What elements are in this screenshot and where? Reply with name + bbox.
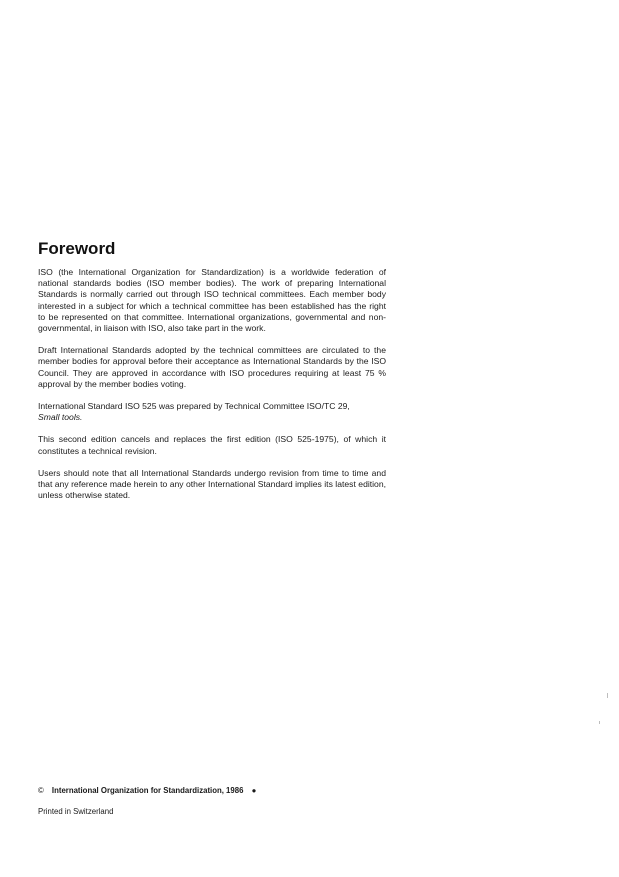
paragraph-revision-note: Users should note that all International Standards undergo revision from time to time and that any reference made herein to any other International Standard implies its latest edition, unless otherwise stated. [38, 467, 386, 501]
page-title: Foreword [38, 239, 116, 258]
paragraph-edition-note: This second edition cancels and replaces the first edition (ISO 525-1975), of which it constitutes a technical revision. [38, 434, 386, 456]
printed-location: Printed in Switzerland [38, 807, 114, 816]
scan-speck [607, 693, 608, 698]
copyright-text: International Organization for Standardization, 1986 [51, 786, 244, 795]
copyright-line [38, 786, 256, 795]
paragraph-draft-standards: Draft International Standards adopted by the technical committees are circulated to the member bodies for approval before their acceptance as International Standards by the ISO Council. They are approved in accordance with ISO procedures requiring at least 75 % approval by the member bodies voting. [38, 345, 386, 389]
committee-title: Small tools. [38, 412, 83, 423]
paragraph-prepared-by [38, 401, 386, 423]
bullet-icon: ● [251, 786, 257, 795]
copyright-symbol: © [38, 786, 44, 795]
prepared-by-text: International Standard ISO 525 was prepared by Technical Committee ISO/TC 29, [38, 401, 350, 412]
foreword-body [38, 267, 386, 512]
scan-speck [599, 721, 600, 724]
paragraph-iso-intro: ISO (the International Organization for Standardization) is a worldwide federation of national standards bodies (ISO member bodies). The work of preparing International Standards is normally carried out through ISO technical committees. Each member body interested in a subject for which a technical committee has been established has the right to be represented on that committee. International organizations, governmental and non-governmental, in liaison with ISO, also take part in the work. [38, 267, 386, 334]
